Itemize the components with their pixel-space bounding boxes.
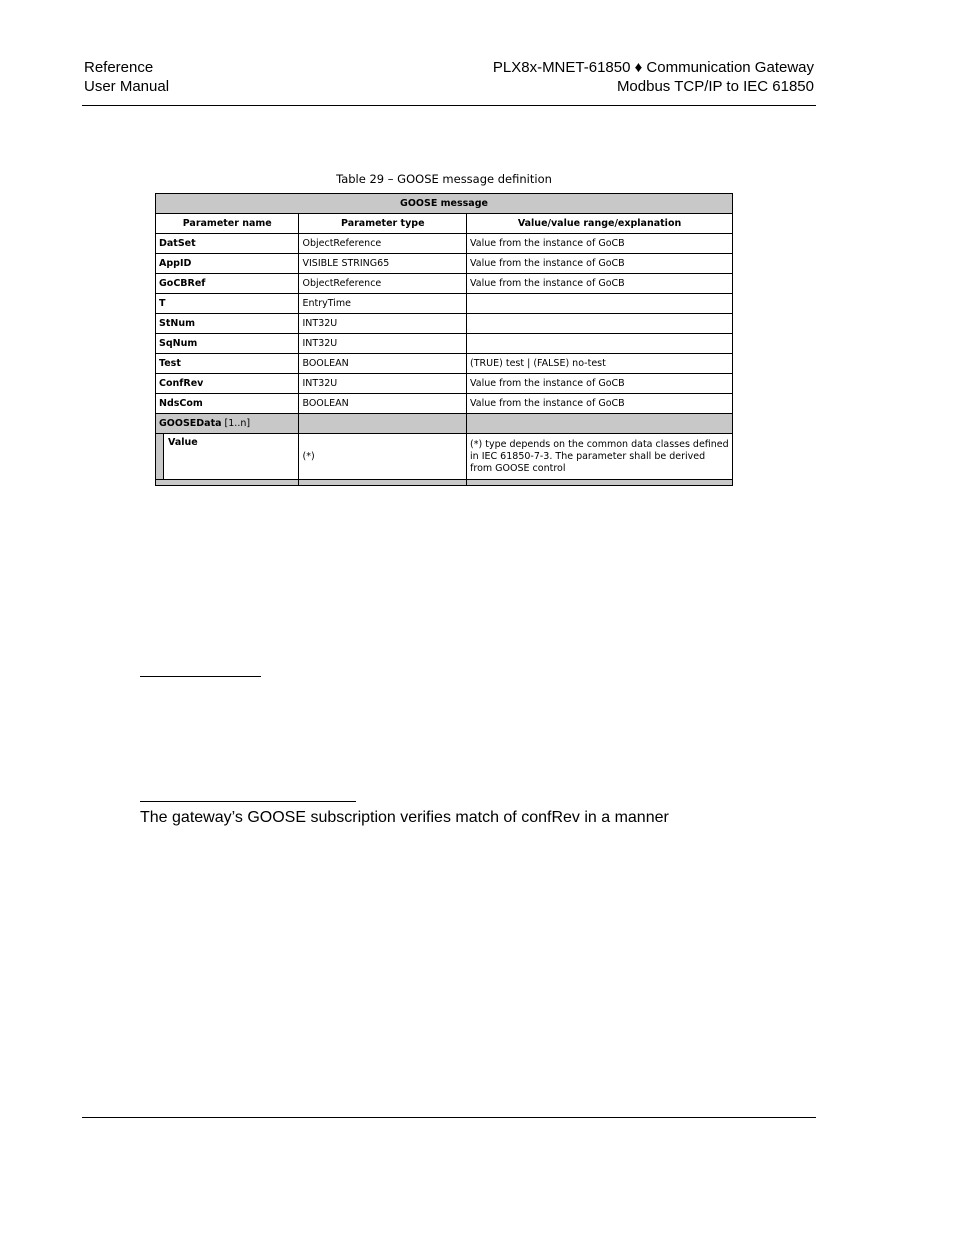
param-type: INT32U	[299, 334, 467, 354]
footer-cell	[467, 480, 733, 486]
value-row	[156, 434, 733, 480]
column-header: Parameter name	[156, 214, 299, 234]
param-name: Test	[156, 354, 299, 374]
goosedata-label: GOOSEData	[159, 418, 222, 429]
table-footer-bar	[156, 480, 733, 486]
param-name: StNum	[156, 314, 299, 334]
table-row	[156, 254, 733, 274]
footnote-rule	[140, 801, 356, 802]
param-name: SqNum	[156, 334, 299, 354]
param-value: Value from the instance of GoCB	[467, 234, 733, 254]
param-value: (TRUE) test | (FALSE) no-test	[467, 354, 733, 374]
header-subtitle: Modbus TCP/IP to IEC 61850	[616, 78, 814, 95]
goosedata-row	[156, 414, 733, 434]
table-row	[156, 314, 733, 334]
header-right	[493, 58, 814, 96]
header-section: Reference	[84, 59, 154, 76]
footer-rule	[82, 1117, 816, 1118]
param-value: Value from the instance of GoCB	[467, 394, 733, 414]
param-type: BOOLEAN	[299, 354, 467, 374]
indent-bar	[156, 434, 164, 479]
footer-cell	[299, 480, 467, 486]
table-row	[156, 274, 733, 294]
param-value: Value from the instance of GoCB	[467, 374, 733, 394]
separator-rule	[140, 676, 261, 677]
value-type: (*)	[299, 434, 467, 480]
param-type: ObjectReference	[299, 234, 467, 254]
param-type: EntryTime	[299, 294, 467, 314]
param-name: GoCBRef	[156, 274, 299, 294]
body-paragraph: The gateway’s GOOSE subscription verifies match of confRev in a manner	[140, 809, 669, 826]
goosedata-range: [1..n]	[221, 418, 251, 429]
value-name: Value	[168, 437, 198, 448]
param-name: T	[156, 294, 299, 314]
column-header: Value/value range/explanation	[467, 214, 733, 234]
header-rule	[82, 105, 816, 106]
header-product: PLX8x-MNET-61850 ♦ Communication Gateway	[492, 59, 814, 76]
param-value	[467, 334, 733, 354]
param-type: INT32U	[299, 314, 467, 334]
table-caption: Table 29 – GOOSE message definition	[336, 172, 552, 186]
footer-cell	[156, 480, 299, 486]
table-group-title: GOOSE message	[156, 194, 733, 214]
goosedata-name	[156, 414, 299, 434]
param-name: ConfRev	[156, 374, 299, 394]
param-name: AppID	[156, 254, 299, 274]
table-row	[156, 294, 733, 314]
param-name: DatSet	[156, 234, 299, 254]
param-type: INT32U	[299, 374, 467, 394]
table-row	[156, 394, 733, 414]
goose-message-table	[155, 193, 733, 486]
param-value	[467, 294, 733, 314]
param-type: ObjectReference	[299, 274, 467, 294]
value-name-cell	[156, 434, 299, 480]
table-row	[156, 334, 733, 354]
table-row	[156, 354, 733, 374]
table-row	[156, 234, 733, 254]
goosedata-type	[299, 414, 467, 434]
param-name: NdsCom	[156, 394, 299, 414]
param-value: Value from the instance of GoCB	[467, 274, 733, 294]
column-header: Parameter type	[299, 214, 467, 234]
header-left	[84, 58, 169, 96]
header-doc-type: User Manual	[84, 78, 170, 95]
param-type: VISIBLE STRING65	[299, 254, 467, 274]
param-value: Value from the instance of GoCB	[467, 254, 733, 274]
param-value	[467, 314, 733, 334]
param-type: BOOLEAN	[299, 394, 467, 414]
table-row	[156, 374, 733, 394]
value-explanation: (*) type depends on the common data classes defined in IEC 61850-7-3. The parameter shall be derived from GOOSE control	[467, 434, 733, 480]
goosedata-value	[467, 414, 733, 434]
